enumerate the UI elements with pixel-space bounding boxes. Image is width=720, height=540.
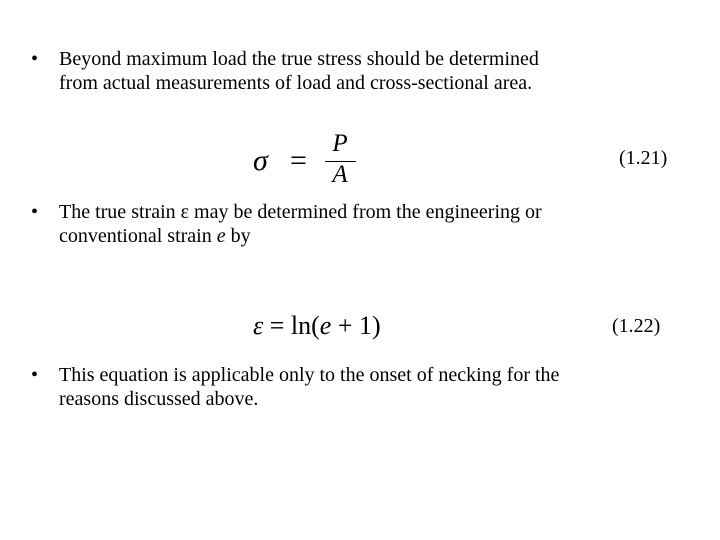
equation-equals: = [290,144,307,177]
bullet-marker: • [31,364,39,386]
bullet-marker: • [31,201,39,223]
equation-number-1-22: (1.22) [612,315,661,337]
equation-variable-e: e [319,311,332,340]
equation-lhs-sigma: σ [253,144,268,177]
bullet-text-applicability [59,363,699,411]
text-segment: conventional strain [59,225,217,247]
text-segment: by [225,225,251,247]
variable-e: e [216,225,226,247]
bullet-line: The true strain ε may be determined from the engineering or [59,201,542,223]
bullet-text-true-strain [59,200,699,248]
equation-lhs-epsilon: ε [253,311,264,340]
fraction-denominator: A [332,161,348,188]
equation-true-strain [253,310,381,342]
equation-true-stress [253,130,363,190]
bullet-line [59,224,699,248]
fraction-numerator: P [332,130,348,157]
bullet-line: from actual measurements of load and cross-sectional area. [59,72,533,94]
bullet-line: This equation is applicable only to the onset of necking for the [59,364,560,386]
bullet-line: Beyond maximum load the true stress should be determined [59,48,539,70]
equation-rhs-rest: + 1) [337,311,381,340]
bullet-line: reasons discussed above. [59,388,259,410]
equation-rhs-ln: = ln( [269,311,320,340]
equation-number-1-21: (1.21) [619,147,668,169]
bullet-text-true-stress [59,47,699,95]
bullet-marker: • [31,48,39,70]
